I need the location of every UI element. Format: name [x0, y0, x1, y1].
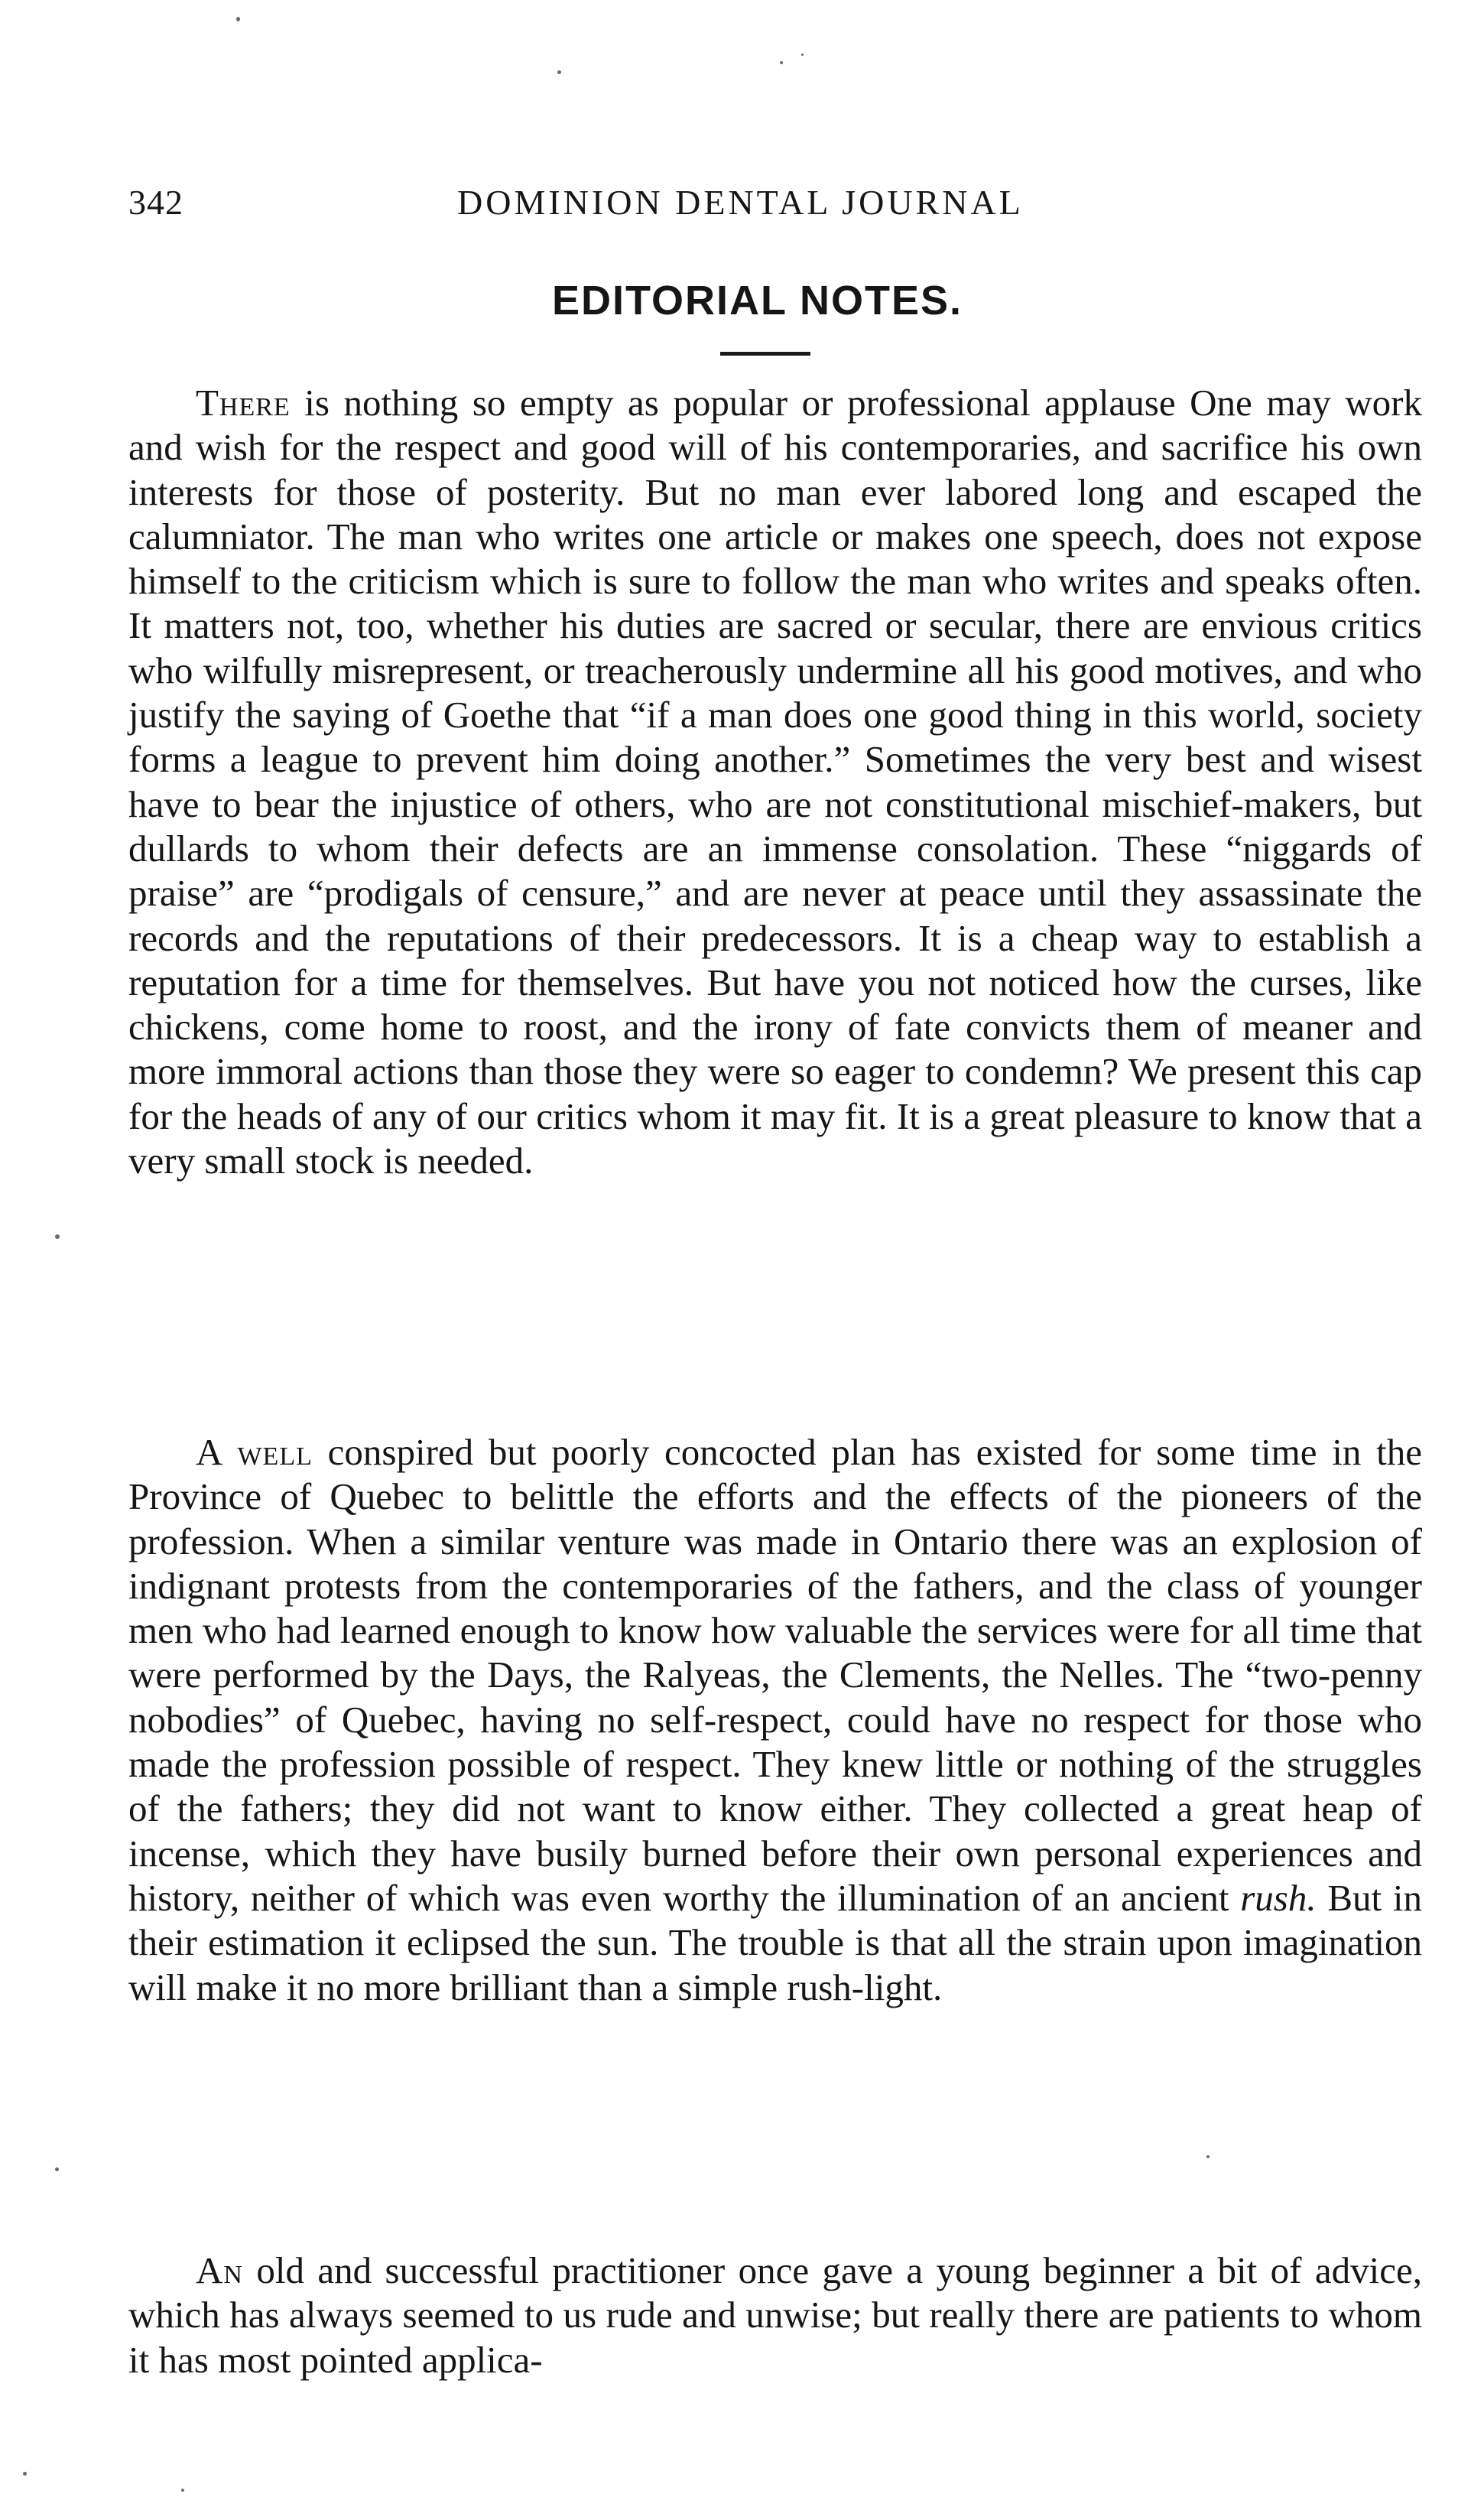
- paragraph: [128, 1430, 1422, 2010]
- lead-word: A well: [196, 1431, 313, 1473]
- editorial-note-3: [128, 2248, 1422, 2382]
- paragraph: [128, 381, 1422, 1183]
- print-speck: [55, 1234, 60, 1239]
- journal-title: DOMINION DENTAL JOURNAL: [457, 183, 1024, 222]
- print-speck: [1206, 2155, 1210, 2158]
- paragraph-text: old and successful practitioner once gave a young beginner a bit of advice, which has always seemed to us rude and unwise; but really there are patients to whom it has most pointed applica-: [128, 2249, 1422, 2381]
- running-header: [128, 182, 1421, 236]
- editorial-note-2: [128, 1430, 1422, 2010]
- print-speck: [55, 2167, 59, 2171]
- paragraph-text: But in their estimation it eclipsed the sun. The trouble is that all the strain upon imagination will make it no more brilliant than a simple rush-light.: [128, 1876, 1422, 2008]
- print-speck: [236, 17, 240, 21]
- editorial-note-1: [128, 381, 1422, 1183]
- print-speck: [181, 2489, 184, 2492]
- section-title: EDITORIAL NOTES.: [551, 278, 963, 324]
- print-speck: [780, 61, 783, 64]
- lead-word: There: [196, 382, 291, 424]
- print-speck: [23, 2472, 27, 2476]
- print-speck: [801, 54, 804, 56]
- print-speck: [557, 70, 561, 74]
- page-number: 342: [128, 183, 183, 222]
- title-rule: [720, 352, 810, 356]
- italic-word: rush.: [1240, 1876, 1317, 1919]
- paragraph-text: is nothing so empty as popular or professional applause One may work and wish for the respect and good will of his contemporaries, and sacrifice his own interests for those of posterity. But no man ever labored long and escaped the calumniator. The man who writes one article or makes one speech, does not expose himself to the criticism which is sure to follow the man who writes and speaks often. It matters not, too, whether his duties are sacred or secular, there are envious critics who wilfully misrepresent, or treacherously undermine all his good motives, and who justify the saying of Goethe that “if a man does one good thing in this world, society forms a league to prevent him doing another.” Sometimes the very best and wisest have to bear the injustice of others, who are not constitutional mischief-makers, but dullards to whom their defects are an immense consolation. These “niggards of praise” are “prodigals of censure,” and are never at peace until they assassinate the records and the reputations of their predecessors. It is a cheap way to establish a reputation for a time for themselves. But have you not noticed how the curses, like chickens, come home to roost, and the irony of fate convicts them of meaner and more immoral actions than those they were so eager to condemn? We present this cap for the heads of any of our critics whom it may fit. It is a great pleasure to know that a very small stock is needed.: [128, 382, 1422, 1182]
- lead-word: An: [196, 2249, 243, 2291]
- paragraph: [128, 2248, 1422, 2382]
- paragraph-text: conspired but poorly concocted plan has existed for some time in the Province of Quebec to belittle the efforts and the effects of the pioneers of the profession. When a similar venture was made in Ontario there was an explosion of indignant protests from the contemporaries of the fathers, and the class of younger men who had learned enough to know how valuable the services were for all time that were performed by the Days, the Ralyeas, the Clements, the Nelles. The “two-penny nobodies” of Quebec, having no self-respect, could have no respect for those who made the profession possible of respect. They knew little or nothing of the struggles of the fathers; they did not want to know either. They collected a great heap of incense, which they have busily burned before their own personal experiences and history, neither of which was even worthy the illumination of an ancient: [128, 1431, 1422, 1919]
